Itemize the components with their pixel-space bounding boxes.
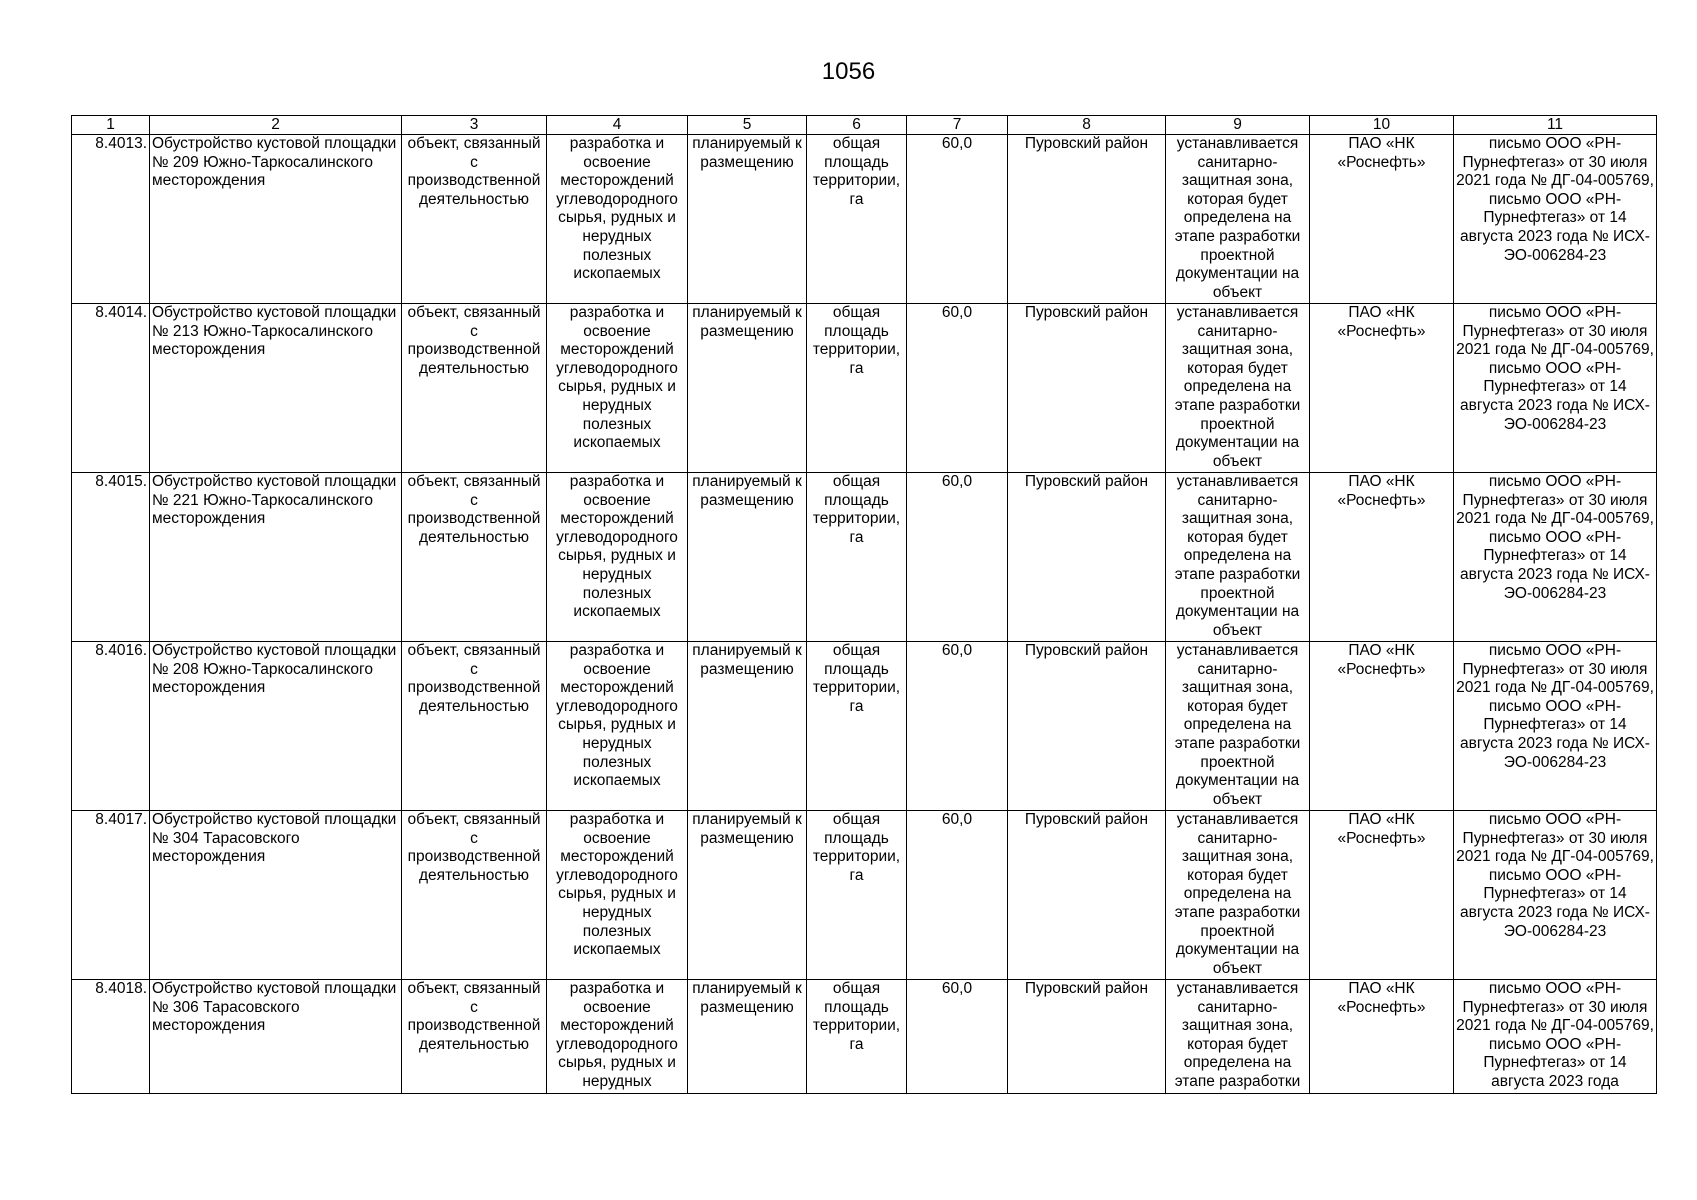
object-location: Пуровский район	[1008, 304, 1166, 473]
object-zone: устанавливается санитарно-защитная зона, которая будет определена на этапе разработки	[1166, 980, 1310, 1094]
object-name: Обустройство кустовой площадки № 209 Южно-Таркосалинского месторождения	[150, 135, 402, 304]
object-name: Обустройство кустовой площадки № 304 Тарасовского месторождения	[150, 811, 402, 980]
object-activity: разработка и освоение месторождений углеводородного сырья, рудных и нерудных полезных ископаемых	[547, 473, 688, 642]
object-basis: письмо ООО «РН-Пурнефтегаз» от 30 июля 2021 года № ДГ-04-005769, письмо ООО «РН-Пурнефтегаз» от 14 августа 2023 года № ИСХ-ЭО-006284-23	[1454, 304, 1657, 473]
column-header: 9	[1166, 116, 1310, 135]
column-header: 2	[150, 116, 402, 135]
table-row	[72, 642, 1657, 811]
object-purpose: объект, связанный с производственной деятельностью	[402, 811, 547, 980]
page-number: 1056	[821, 58, 876, 85]
object-zone: устанавливается санитарно-защитная зона, которая будет определена на этапе разработки проектной документации на объект	[1166, 642, 1310, 811]
object-name: Обустройство кустовой площадки № 306 Тарасовского месторождения	[150, 980, 402, 1094]
object-characteristic: общая площадь территории, га	[807, 473, 907, 642]
object-owner: ПАО «НК «Роснефть»	[1310, 811, 1454, 980]
row-number: 8.4017.	[72, 811, 150, 980]
column-header: 7	[907, 116, 1008, 135]
object-owner: ПАО «НК «Роснефть»	[1310, 473, 1454, 642]
column-header: 4	[547, 116, 688, 135]
table-row	[72, 135, 1657, 304]
objects-table	[71, 115, 1657, 1094]
object-location: Пуровский район	[1008, 473, 1166, 642]
column-header: 6	[807, 116, 907, 135]
object-owner: ПАО «НК «Роснефть»	[1310, 642, 1454, 811]
column-header: 11	[1454, 116, 1657, 135]
object-value: 60,0	[907, 980, 1008, 1094]
object-value: 60,0	[907, 811, 1008, 980]
column-header: 5	[688, 116, 807, 135]
object-value: 60,0	[907, 304, 1008, 473]
row-number: 8.4015.	[72, 473, 150, 642]
object-status: планируемый к размещению	[688, 642, 807, 811]
object-characteristic: общая площадь территории, га	[807, 642, 907, 811]
object-location: Пуровский район	[1008, 811, 1166, 980]
row-number: 8.4016.	[72, 642, 150, 811]
table-row	[72, 473, 1657, 642]
object-purpose: объект, связанный с производственной деятельностью	[402, 304, 547, 473]
row-number: 8.4018.	[72, 980, 150, 1094]
object-activity: разработка и освоение месторождений углеводородного сырья, рудных и нерудных полезных ископаемых	[547, 304, 688, 473]
object-characteristic: общая площадь территории, га	[807, 135, 907, 304]
column-header: 1	[72, 116, 150, 135]
object-activity: разработка и освоение месторождений углеводородного сырья, рудных и нерудных полезных ископаемых	[547, 811, 688, 980]
object-basis: письмо ООО «РН-Пурнефтегаз» от 30 июля 2021 года № ДГ-04-005769, письмо ООО «РН-Пурнефтегаз» от 14 августа 2023 года	[1454, 980, 1657, 1094]
object-zone: устанавливается санитарно-защитная зона, которая будет определена на этапе разработки проектной документации на объект	[1166, 304, 1310, 473]
object-owner: ПАО «НК «Роснефть»	[1310, 135, 1454, 304]
object-name: Обустройство кустовой площадки № 208 Южно-Таркосалинского месторождения	[150, 642, 402, 811]
object-value: 60,0	[907, 135, 1008, 304]
object-zone: устанавливается санитарно-защитная зона, которая будет определена на этапе разработки проектной документации на объект	[1166, 473, 1310, 642]
object-owner: ПАО «НК «Роснефть»	[1310, 980, 1454, 1094]
object-characteristic: общая площадь территории, га	[807, 811, 907, 980]
object-basis: письмо ООО «РН-Пурнефтегаз» от 30 июля 2021 года № ДГ-04-005769, письмо ООО «РН-Пурнефтегаз» от 14 августа 2023 года № ИСХ-ЭО-006284-23	[1454, 642, 1657, 811]
row-number: 8.4014.	[72, 304, 150, 473]
object-activity: разработка и освоение месторождений углеводородного сырья, рудных и нерудных полезных ископаемых	[547, 642, 688, 811]
object-characteristic: общая площадь территории, га	[807, 980, 907, 1094]
object-owner: ПАО «НК «Роснефть»	[1310, 304, 1454, 473]
object-basis: письмо ООО «РН-Пурнефтегаз» от 30 июля 2021 года № ДГ-04-005769, письмо ООО «РН-Пурнефтегаз» от 14 августа 2023 года № ИСХ-ЭО-006284-23	[1454, 811, 1657, 980]
object-location: Пуровский район	[1008, 135, 1166, 304]
object-zone: устанавливается санитарно-защитная зона, которая будет определена на этапе разработки проектной документации на объект	[1166, 135, 1310, 304]
object-status: планируемый к размещению	[688, 135, 807, 304]
object-purpose: объект, связанный с производственной деятельностью	[402, 980, 547, 1094]
object-name: Обустройство кустовой площадки № 221 Южно-Таркосалинского месторождения	[150, 473, 402, 642]
object-location: Пуровский район	[1008, 642, 1166, 811]
column-header: 3	[402, 116, 547, 135]
object-status: планируемый к размещению	[688, 473, 807, 642]
object-characteristic: общая площадь территории, га	[807, 304, 907, 473]
object-value: 60,0	[907, 642, 1008, 811]
object-activity: разработка и освоение месторождений углеводородного сырья, рудных и нерудных полезных ископаемых	[547, 135, 688, 304]
object-value: 60,0	[907, 473, 1008, 642]
object-purpose: объект, связанный с производственной деятельностью	[402, 642, 547, 811]
object-purpose: объект, связанный с производственной деятельностью	[402, 473, 547, 642]
column-header: 10	[1310, 116, 1454, 135]
object-status: планируемый к размещению	[688, 980, 807, 1094]
object-status: планируемый к размещению	[688, 811, 807, 980]
table-row	[72, 304, 1657, 473]
object-zone: устанавливается санитарно-защитная зона, которая будет определена на этапе разработки проектной документации на объект	[1166, 811, 1310, 980]
object-purpose: объект, связанный с производственной деятельностью	[402, 135, 547, 304]
row-number: 8.4013.	[72, 135, 150, 304]
column-header: 8	[1008, 116, 1166, 135]
table-row	[72, 811, 1657, 980]
object-basis: письмо ООО «РН-Пурнефтегаз» от 30 июля 2021 года № ДГ-04-005769, письмо ООО «РН-Пурнефтегаз» от 14 августа 2023 года № ИСХ-ЭО-006284-23	[1454, 135, 1657, 304]
column-numbers-row	[72, 116, 1657, 135]
object-activity: разработка и освоение месторождений углеводородного сырья, рудных и нерудных	[547, 980, 688, 1094]
object-basis: письмо ООО «РН-Пурнефтегаз» от 30 июля 2021 года № ДГ-04-005769, письмо ООО «РН-Пурнефтегаз» от 14 августа 2023 года № ИСХ-ЭО-006284-23	[1454, 473, 1657, 642]
object-status: планируемый к размещению	[688, 304, 807, 473]
table-row	[72, 980, 1657, 1094]
object-name: Обустройство кустовой площадки № 213 Южно-Таркосалинского месторождения	[150, 304, 402, 473]
object-location: Пуровский район	[1008, 980, 1166, 1094]
